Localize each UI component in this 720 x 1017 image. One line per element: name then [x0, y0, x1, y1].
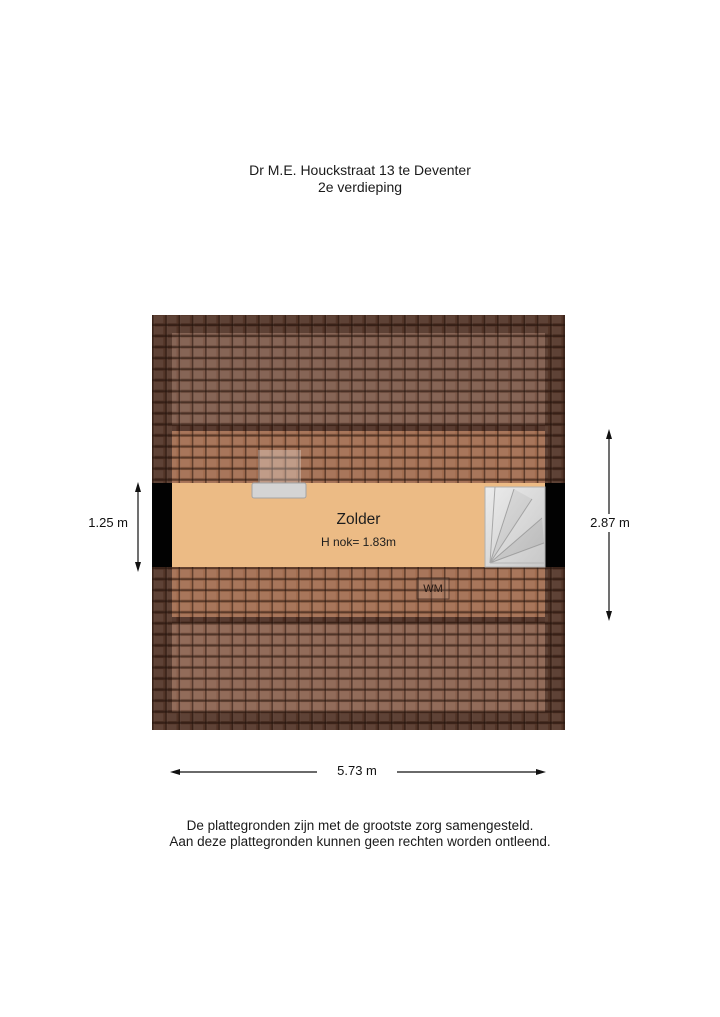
wall-right	[545, 483, 565, 567]
disclaimer-line1: De plattegronden zijn met de grootste zorg samengesteld.	[186, 818, 534, 833]
washing-machine-label: WM	[423, 582, 443, 595]
page-title-address: Dr M.E. Houckstraat 13 te Deventer	[249, 162, 471, 178]
wall-left	[152, 483, 172, 567]
room-label: Zolder	[336, 511, 381, 528]
dimension-arrow-left	[128, 480, 148, 574]
skylight	[258, 450, 301, 484]
dimension-label-bottom: 5.73 m	[317, 762, 397, 780]
page-title	[0, 162, 720, 196]
page-title-floor: 2e verdieping	[317, 179, 403, 195]
disclaimer	[0, 818, 720, 850]
dimension-label-left: 1.25 m	[88, 515, 128, 530]
disclaimer-line2: Aan deze plattegronden kunnen geen rechten worden ontleend.	[169, 834, 551, 849]
dimension-label-right: 2.87 m	[575, 514, 645, 532]
window-sill	[252, 483, 306, 498]
room-ridge-height-note: H nok= 1.83m	[320, 535, 397, 549]
